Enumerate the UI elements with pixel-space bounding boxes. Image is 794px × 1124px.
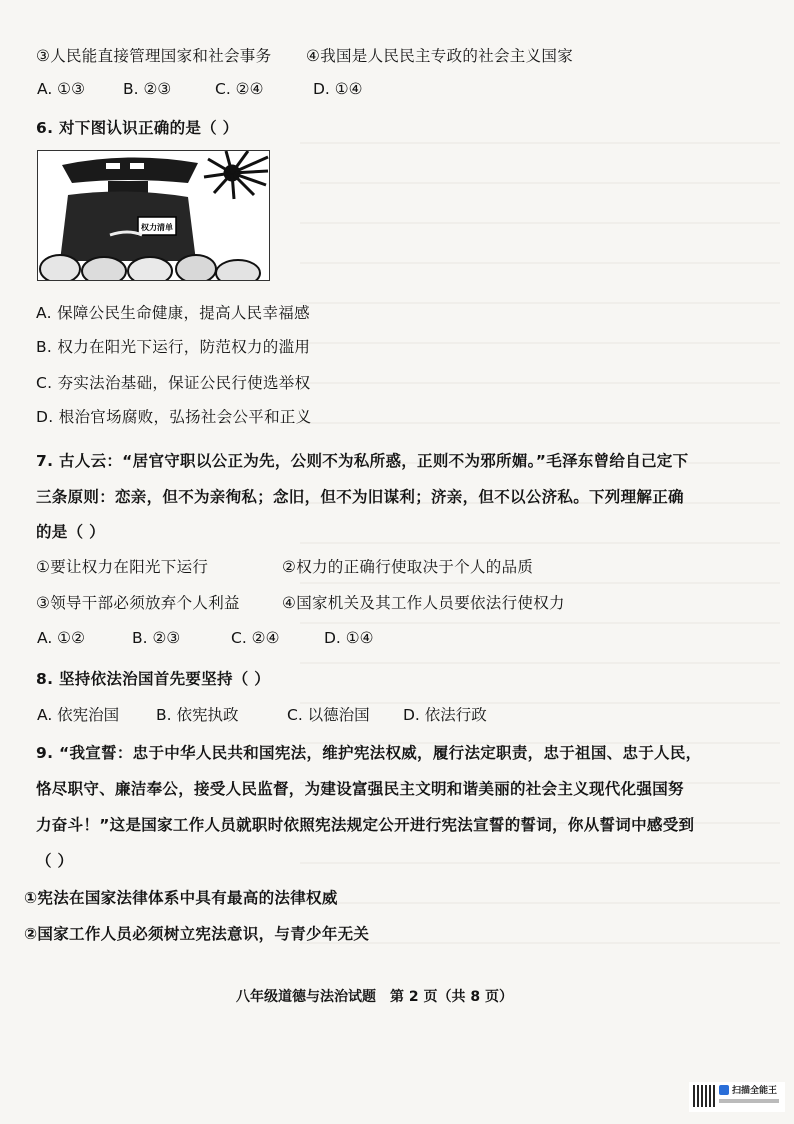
q7-item-3: ③领导干部必须放弃个人利益 <box>36 594 240 612</box>
q8-stem: 8. 坚持依法治国首先要坚持（ ） <box>36 670 271 688</box>
q6-choice-a: A. 保障公民生命健康，提高人民幸福感 <box>36 304 310 322</box>
q7-option-b: B. ②③ <box>132 629 181 647</box>
q8-option-c: C. 以德治国 <box>287 706 370 724</box>
scanner-logo-icon <box>719 1085 729 1095</box>
q5-option-b: B. ②③ <box>123 80 172 98</box>
q7-stem-line-2: 三条原则：恋亲，但不为亲徇私；念旧，但不为旧谋利；济亲，但不以公济私。下列理解正确 <box>36 488 684 506</box>
qr-code-icon <box>693 1085 715 1107</box>
scanner-watermark-badge <box>689 1082 785 1112</box>
q7-stem-line-1: 7. 古人云：“居官守职以公正为先，公则不为私所惑，正则不为邪所媚。”毛泽东曾给自己定下 <box>36 452 689 470</box>
q6-stem: 6. 对下图认识正确的是（ ） <box>36 119 239 137</box>
q5-item-4: ④我国是人民民主专政的社会主义国家 <box>306 47 573 65</box>
q8-option-b: B. 依宪执政 <box>156 706 239 724</box>
q9-item-2: ②国家工作人员必须树立宪法意识，与青少年无关 <box>24 925 370 943</box>
q7-stem-line-3: 的是（ ） <box>36 523 105 541</box>
q8-option-a: A. 依宪治国 <box>37 706 120 724</box>
cartoon-drawing <box>38 151 269 280</box>
q7-item-2: ②权力的正确行使取决于个人的品质 <box>282 558 534 576</box>
q6-choice-c: C. 夯实法治基础，保证公民行使选举权 <box>36 374 311 392</box>
q9-stem-line-4: （ ） <box>36 852 74 870</box>
q9-stem-line-2: 恪尽职守、廉洁奉公，接受人民监督，为建设富强民主文明和谐美丽的社会主义现代化强国努 <box>36 780 684 798</box>
q7-item-4: ④国家机关及其工作人员要依法行使权力 <box>282 594 565 612</box>
q7-option-d: D. ①④ <box>324 629 374 647</box>
page-footer: 八年级道德与法治试题 第 2 页（共 8 页） <box>236 989 513 1005</box>
q6-choice-d: D. 根治官场腐败，弘扬社会公平和正义 <box>36 408 312 426</box>
q6-choice-b: B. 权力在阳光下运行，防范权力的滥用 <box>36 338 311 356</box>
q9-item-1: ①宪法在国家法律体系中具有最高的法律权威 <box>24 889 338 907</box>
q9-stem-line-1: 9. “我宣誓：忠于中华人民共和国宪法，维护宪法权威，履行法定职责，忠于祖国、忠于人民， <box>36 744 702 762</box>
q5-option-c: C. ②④ <box>215 80 264 98</box>
q7-item-1: ①要让权力在阳光下运行 <box>36 558 209 576</box>
scanner-subtext-bar <box>719 1099 779 1103</box>
q5-option-d: D. ①④ <box>313 80 363 98</box>
q7-option-c: C. ②④ <box>231 629 280 647</box>
q9-stem-line-3: 力奋斗！”这是国家工作人员就职时依照宪法规定公开进行宪法宣誓的誓词，你从誓词中感受到 <box>36 816 695 834</box>
scanner-brand-text: 扫描全能王 <box>732 1086 778 1096</box>
q7-option-a: A. ①② <box>37 629 85 647</box>
power-list-label: 权力清单 <box>141 223 173 232</box>
sun-icon <box>204 151 268 199</box>
q5-option-a: A. ①③ <box>37 80 85 98</box>
q8-option-d: D. 依法行政 <box>403 706 487 724</box>
q5-item-3: ③人民能直接管理国家和社会事务 <box>36 47 272 65</box>
q6-cartoon-image <box>37 150 270 281</box>
